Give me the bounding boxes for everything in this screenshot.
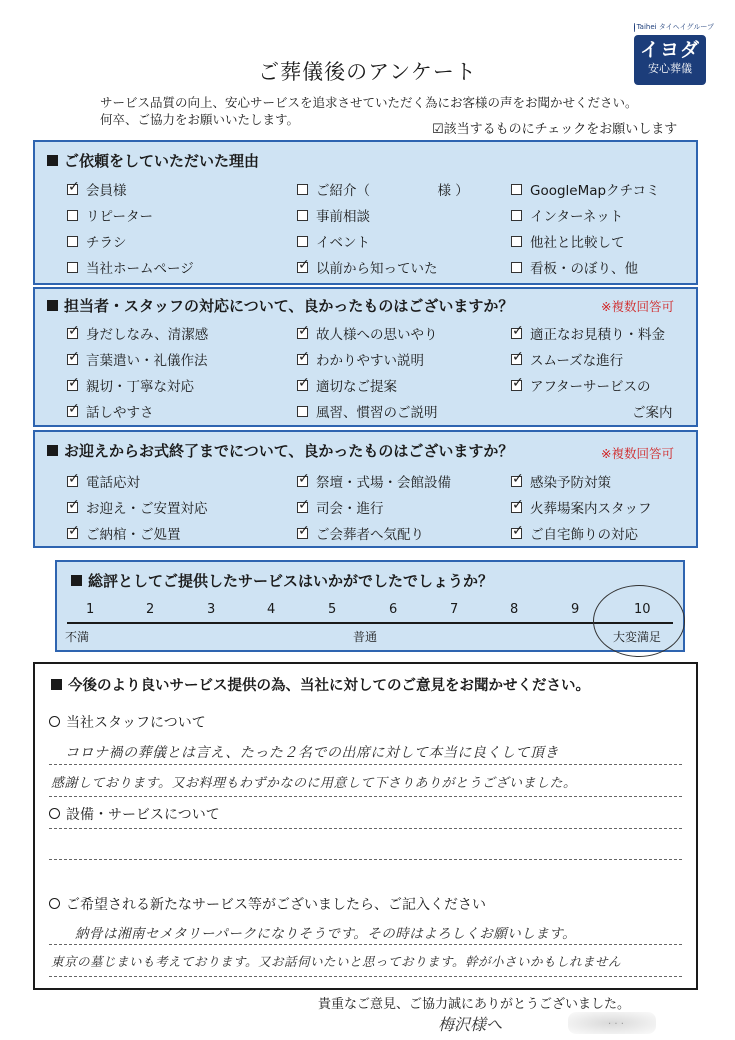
page-title: ご葬儀後のアンケート [258, 60, 477, 84]
checkbox[interactable] [67, 236, 78, 247]
option-pickup[interactable]: ✓ お迎え・ご安置対応 [67, 497, 208, 517]
thanks-message: 貴重なご意見、ご協力誠にありがとうございました。 [318, 997, 631, 1012]
checkbox-checked[interactable] [511, 328, 522, 339]
reason-heading: ご依頼をしていただいた理由 [47, 150, 259, 171]
request-comment-line-1[interactable]: 納骨は湘南セメタリーパークになりそうです。その時はよろしくお願いします。 [75, 926, 577, 942]
logo-group-line [634, 22, 714, 32]
writing-line [49, 944, 682, 945]
scale-9[interactable]: 9 [571, 602, 580, 617]
handwritten-signature: 梅沢様へ [438, 1015, 503, 1034]
after-service-continued: ご案内 [632, 405, 673, 421]
checkbox-checked[interactable] [297, 502, 308, 513]
option-internet[interactable]: インターネット [511, 205, 623, 225]
logo-group-text: Taihei タイヘイグループ [636, 23, 714, 31]
scale-2[interactable]: 2 [146, 602, 155, 617]
checkbox[interactable] [511, 236, 522, 247]
facility-comment-label: 設備・サービスについて [49, 804, 220, 824]
scale-low-label: 不満 [65, 630, 90, 644]
scale-line [67, 622, 673, 624]
scale-5[interactable]: 5 [328, 602, 337, 617]
checkbox[interactable] [511, 210, 522, 221]
square-bullet-icon [47, 300, 58, 311]
option-repeater[interactable]: リピーター [67, 205, 153, 225]
option-flyer[interactable]: チラシ [67, 231, 127, 251]
checkbox-checked[interactable] [297, 262, 308, 273]
square-bullet-icon [47, 155, 58, 166]
circle-bullet-icon [49, 716, 60, 727]
checkbox-checked[interactable] [511, 502, 522, 513]
reason-panel [33, 140, 698, 285]
scale-1[interactable]: 1 [86, 602, 95, 617]
option-phone[interactable]: ✓ 電話応対 [67, 471, 140, 491]
checkbox-checked[interactable] [297, 528, 308, 539]
redacted-name: . . . [568, 1012, 656, 1034]
option-consult[interactable]: 事前相談 [297, 205, 370, 225]
scale-7[interactable]: 7 [450, 602, 459, 617]
square-bullet-icon [51, 679, 62, 690]
option-explanation[interactable]: ✓ わかりやすい説明 [297, 349, 424, 369]
writing-line [49, 976, 682, 977]
option-crematorium[interactable]: ✓ 火葬場案内スタッフ [511, 497, 652, 517]
request-comment-label: ご希望される新たなサービス等がございましたら、ご記入ください [49, 894, 486, 914]
option-customs[interactable]: 風習、慣習のご説明 [297, 401, 438, 421]
scale-high-label: 大変満足 [613, 630, 662, 644]
scale-mid-label: 普通 [353, 630, 378, 644]
option-event[interactable]: イベント [297, 231, 370, 251]
checkbox[interactable] [67, 210, 78, 221]
option-mc[interactable]: ✓ 司会・進行 [297, 497, 384, 517]
option-easy-talk[interactable]: ✓ 話しやすさ [67, 401, 154, 421]
option-referral[interactable]: ご紹介（ 様 ） [297, 179, 469, 199]
option-proposal[interactable]: ✓ 適切なご提案 [297, 375, 397, 395]
checkbox[interactable] [297, 236, 308, 247]
checkbox[interactable] [297, 210, 308, 221]
checkbox[interactable] [511, 262, 522, 273]
circle-bullet-icon [49, 898, 60, 909]
option-signboard[interactable]: 看板・のぼり、他 [511, 257, 638, 277]
scale-3[interactable]: 3 [207, 602, 216, 617]
option-kindness[interactable]: ✓ 親切・丁寧な対応 [67, 375, 194, 395]
scale-10[interactable]: 10 [634, 602, 651, 617]
option-compare[interactable]: 他社と比較して [511, 231, 625, 251]
square-bullet-icon [71, 575, 82, 586]
option-member[interactable]: ✓ 会員様 [67, 179, 127, 199]
selected-rating-circle [593, 585, 685, 657]
checkbox-checked[interactable] [511, 380, 522, 391]
option-altar[interactable]: ✓ 祭壇・式場・会館設備 [297, 471, 451, 491]
option-appearance[interactable]: ✓ 身だしなみ、清潔感 [67, 323, 208, 343]
option-smooth[interactable]: ✓ スムーズな進行 [511, 349, 623, 369]
intro-line-2: 何卒、ご協力をお願いいたします。 [100, 112, 300, 127]
checkbox-checked[interactable] [297, 476, 308, 487]
option-homepage[interactable]: 当社ホームページ [67, 257, 194, 277]
checkbox-checked[interactable] [297, 380, 308, 391]
option-compassion[interactable]: ✓ 故人様への思いやり [297, 323, 438, 343]
option-infection[interactable]: ✓ 感染予防対策 [511, 471, 611, 491]
checkbox-checked[interactable] [511, 354, 522, 365]
checkbox-checked[interactable] [511, 476, 522, 487]
checkbox-checked[interactable] [67, 502, 78, 513]
circle-bullet-icon [49, 808, 60, 819]
multi-answer-note: ※複数回答可 [601, 446, 674, 461]
logo-mark-icon [634, 23, 635, 32]
square-bullet-icon [47, 445, 58, 456]
comment-box [33, 662, 698, 990]
checkbox-checked[interactable] [67, 380, 78, 391]
option-after-service[interactable]: ✓ アフターサービスの [511, 375, 651, 395]
staff-comment-label: 当社スタッフについて [49, 712, 206, 732]
ceremony-panel [33, 430, 698, 548]
logo-brand: イヨダ [639, 39, 700, 61]
checkbox-checked[interactable] [67, 354, 78, 365]
checkbox-checked[interactable] [297, 328, 308, 339]
option-estimate[interactable]: ✓ 適正なお見積り・料金 [511, 323, 665, 343]
logo-subtitle: 安心葬儀 [648, 62, 692, 75]
scale-4[interactable]: 4 [267, 602, 276, 617]
writing-line [49, 764, 682, 765]
writing-line [49, 796, 682, 797]
comment-heading: 今後のより良いサービス提供の為、当社に対してのご意見をお聞かせください。 [51, 674, 590, 695]
checkbox-checked[interactable] [67, 476, 78, 487]
writing-line [49, 859, 682, 860]
multi-answer-note: ※複数回答可 [601, 299, 674, 314]
option-encoffin[interactable]: ✓ ご納棺・ご処置 [67, 523, 181, 543]
intro-line-1: サービス品質の向上、安心サービスを追求させていただく為にお客様の声をお聞かせください。 [100, 95, 638, 110]
request-comment-line-2[interactable]: 東京の墓じまいも考えております。又お話伺いたいと思っております。幹が小さいかもしれません [51, 954, 622, 969]
checkbox-checked[interactable] [511, 528, 522, 539]
checkbox[interactable] [511, 184, 522, 195]
checkbox-checked[interactable] [67, 328, 78, 339]
checkbox-checked[interactable] [67, 528, 78, 539]
staff-heading: 担当者・スタッフの対応について、良かったものはございますか？ [47, 295, 513, 316]
checkbox-checked[interactable] [67, 184, 78, 195]
scale-6[interactable]: 6 [389, 602, 398, 617]
staff-comment-line-1[interactable]: コロナ禍の葬儀とは言え、たった２名での出席に対して本当に良くして頂き [65, 745, 559, 761]
ceremony-heading: お迎えからお式終了までについて、良かったものはございますか？ [47, 440, 513, 461]
check-instruction: ☑該当するものにチェックをお願いします [432, 122, 678, 137]
staff-panel [33, 287, 698, 427]
scale-8[interactable]: 8 [510, 602, 519, 617]
option-manners[interactable]: ✓ 言葉遣い・礼儀作法 [67, 349, 208, 369]
checkbox[interactable] [297, 406, 308, 417]
option-googlemap[interactable]: GoogleMapクチコミ [511, 179, 660, 199]
staff-comment-line-2[interactable]: 感謝しております。又お料理もわずかなのに用意して下さりありがとうございました。 [51, 776, 577, 791]
option-attendees[interactable]: ✓ ご会葬者へ気配り [297, 523, 424, 543]
checkbox-checked[interactable] [67, 406, 78, 417]
rating-heading: 総評としてご提供したサービスはいかがでしたでしょうか？ [71, 570, 493, 591]
rating-panel [55, 560, 685, 652]
checkbox-checked[interactable] [297, 354, 308, 365]
checkbox[interactable] [67, 262, 78, 273]
option-home-decor[interactable]: ✓ ご自宅飾りの対応 [511, 523, 638, 543]
checkbox[interactable] [297, 184, 308, 195]
writing-line [49, 828, 682, 829]
option-known[interactable]: ✓ 以前から知っていた [297, 257, 438, 277]
